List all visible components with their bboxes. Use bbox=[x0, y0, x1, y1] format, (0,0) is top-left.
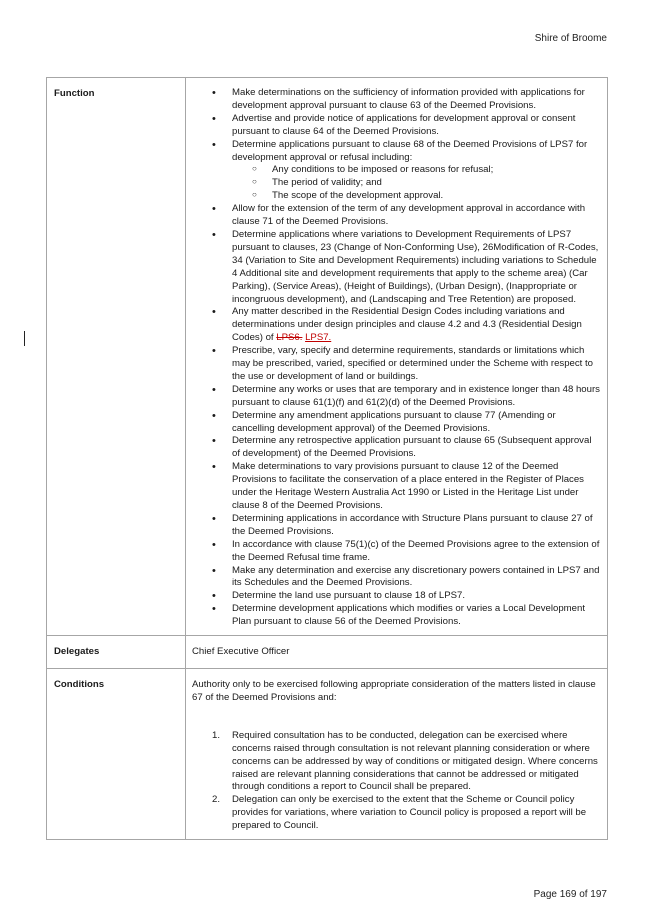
delegation-table bbox=[46, 77, 608, 840]
list-item-text: Any matter described in the Residential Design Codes including variations and determinations under design principles and clause 4.2 and 4.3 (Residential Design Codes) of bbox=[232, 306, 582, 344]
conditions-label: Conditions bbox=[47, 668, 186, 839]
list-item: • Determining applications in accordance with Structure Plans pursuant to clause 27 of the Deemed Provisions. bbox=[192, 513, 601, 539]
table-row-function bbox=[47, 78, 608, 636]
sub-bullet-list bbox=[232, 164, 601, 203]
list-item: • Advertise and provide notice of applications for development approval or consent pursuant to clause 64 of the Deemed Provisions. bbox=[192, 113, 601, 139]
list-item: • Make any determination and exercise any discretionary powers contained in LPS7 and its Schedules and the Deemed Provisions. bbox=[192, 565, 601, 591]
list-item: • Determine applications where variations to Development Requirements of LPS7 pursuant to clauses, 23 (Change of Non-Conforming Use), 26Modification of R-Codes, 34 (Variation to Site and Development Requirements) including variations to Schedule 4 Additional site and development requirements that apply to the scheme area) (Car Parking), (Service Areas), (Height of Buildings), (Urban Design), (Inappropriate or incongruous development), and (Landscaping and Tree Retention) are proposed. bbox=[192, 229, 601, 306]
tracked-insertion: LPS7. bbox=[305, 332, 332, 344]
delegates-label: Delegates bbox=[47, 636, 186, 669]
function-content bbox=[186, 78, 608, 636]
conditions-content bbox=[186, 668, 608, 839]
spacer bbox=[192, 705, 601, 730]
list-item: • Determine any amendment applications pursuant to clause 77 (Amending or cancelling development approval) of the Deemed Provisions. bbox=[192, 410, 601, 436]
page-number: Page 169 of 197 bbox=[533, 889, 607, 900]
sub-list-item: ○ The period of validity; and bbox=[232, 177, 601, 190]
conditions-intro: Authority only to be exercised following appropriate consideration of the matters listed in clause 67 of the Deemed Provisions and: bbox=[192, 678, 596, 703]
conditions-numbered-list bbox=[192, 730, 601, 833]
table-row-delegates bbox=[47, 636, 608, 669]
list-item: • In accordance with clause 75(1)(c) of the Deemed Provisions agree to the extension of the Deemed Refusal time frame. bbox=[192, 539, 601, 565]
item-text: Delegation can only be exercised to the extent that the Scheme or Council policy provides for variations, where variation to Council policy is proposed a report will be prepared to Council. bbox=[232, 794, 587, 832]
list-item bbox=[192, 306, 601, 345]
sub-list-item: ○ Any conditions to be imposed or reasons for refusal; bbox=[232, 164, 601, 177]
list-item bbox=[192, 730, 601, 795]
function-label: Function bbox=[47, 78, 186, 636]
delegates-value: Chief Executive Officer bbox=[186, 636, 608, 669]
table-row-conditions bbox=[47, 668, 608, 839]
list-item: • Allow for the extension of the term of any development approval in accordance with clause 71 of the Deemed Provisions. bbox=[192, 203, 601, 229]
item-number: 2. bbox=[212, 794, 221, 806]
list-item: • Make determinations to vary provisions pursuant to clause 12 of the Deemed Provisions to facilitate the conservation of a place entered in the Register of Places under the Heritage Western Australia Act 1990 or Listed in the Heritage List under clause 8 of the Deemed Provisions. bbox=[192, 461, 601, 513]
list-item bbox=[192, 794, 601, 833]
list-item: • Determine any retrospective application pursuant to clause 65 (Subsequent approval of development) of the Deemed Provisions. bbox=[192, 435, 601, 461]
item-text: Required consultation has to be conducted, delegation can be exercised where concerns raised through consultation is not relevant planning consideration or where concerns can be addressed by way of conditions or mitigated design. Where concerns raised are relevant planning considerations that cannot be addressed or mitigated through conditions a report to Council shall be prepared. bbox=[232, 729, 598, 793]
list-item-text: Determine applications pursuant to clause 68 of the Deemed Provisions of LPS7 for development approval or refusal including: bbox=[232, 138, 588, 163]
function-bullet-list bbox=[192, 87, 601, 629]
list-item bbox=[192, 139, 601, 204]
sub-list-item: ○ The scope of the development approval. bbox=[232, 190, 601, 203]
list-item: • Determine the land use pursuant to clause 18 of LPS7. bbox=[192, 590, 601, 603]
list-item: • Determine any works or uses that are temporary and in existence longer than 48 hours pursuant to clause 61(1)(f) and 61(2)(d) of the Deemed Provisions. bbox=[192, 384, 601, 410]
revision-change-bar bbox=[24, 331, 25, 346]
list-item: • Make determinations on the sufficiency of information provided with applications for development approval pursuant to clause 63 of the Deemed Provisions. bbox=[192, 87, 601, 113]
tracked-deletion: LPS6. bbox=[276, 332, 303, 344]
item-number: 1. bbox=[212, 729, 221, 741]
list-item: • Prescribe, vary, specify and determine requirements, standards or limitations which may be prescribed, varied, specified or determined under the Scheme with respect to the use or development of land or buildings. bbox=[192, 345, 601, 384]
header-organisation: Shire of Broome bbox=[534, 33, 607, 44]
list-item: • Determine development applications which modifies or varies a Local Development Plan pursuant to clause 56 of the Deemed Provisions. bbox=[192, 603, 601, 629]
